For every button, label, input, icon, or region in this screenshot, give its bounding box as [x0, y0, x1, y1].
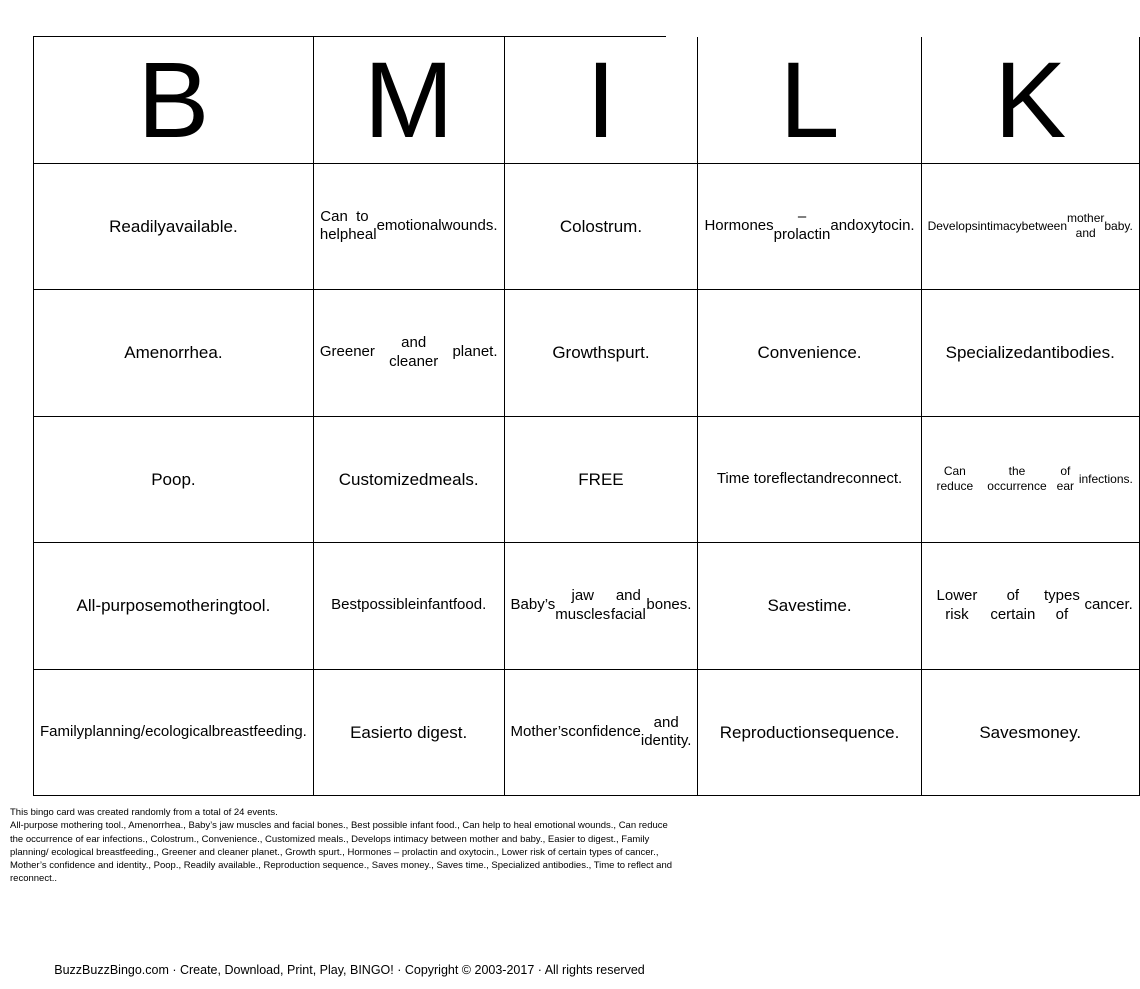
bingo-square-text-line: and: [830, 216, 856, 234]
bingo-square-text-line: Lower risk: [936, 587, 978, 623]
bingo-square[interactable]: [505, 290, 699, 417]
bingo-square[interactable]: [922, 290, 1140, 417]
bingo-square-text-line: bones.: [646, 596, 692, 614]
bingo-square-text-line: food.: [452, 596, 487, 614]
bingo-square-text-line: mother and: [1067, 211, 1105, 241]
bingo-square-text-line: between: [1021, 218, 1068, 233]
bingo-square[interactable]: [698, 290, 921, 417]
bingo-square[interactable]: [314, 670, 505, 797]
bingo-square-text-line: tool.: [238, 596, 271, 616]
bingo-square-text-line: types of: [1043, 587, 1080, 623]
bingo-square-text-line: Mother’s: [510, 722, 569, 740]
bingo-square-text-line: antibodies.: [1032, 343, 1115, 363]
bingo-square-text-line: breastfeeding.: [211, 722, 307, 740]
bingo-square-text-line: Poop.: [151, 469, 196, 489]
bingo-square-text-line: possible: [361, 596, 417, 614]
bingo-square[interactable]: [922, 670, 1140, 797]
bingo-square[interactable]: [314, 164, 505, 291]
bingo-square[interactable]: [314, 417, 505, 544]
bingo-square-text-line: emotional: [376, 216, 442, 234]
bingo-square-text-line: ecological: [145, 722, 212, 740]
bingo-square-text-line: Hormones: [704, 216, 774, 234]
bingo-square-text-line: Saves: [979, 722, 1027, 742]
bingo-square-text-line: oxytocin.: [855, 216, 915, 234]
bingo-square-text-line: the occurrence: [987, 464, 1047, 494]
bingo-square-text-line: FREE: [578, 469, 624, 489]
bingo-square-text-line: intimacy: [977, 218, 1022, 233]
bingo-square[interactable]: [698, 543, 921, 670]
bingo-card: [33, 36, 1133, 796]
bingo-square[interactable]: [34, 164, 314, 291]
bingo-square-text-line: Customized: [338, 469, 429, 489]
bingo-square-text-line: cancer.: [1084, 596, 1133, 614]
header-letter-l: L: [698, 37, 921, 164]
card-intro: This bingo card was created randomly from a total of 24 events.: [10, 807, 278, 818]
bingo-square[interactable]: [34, 417, 314, 544]
bingo-square-text-line: Saves: [767, 596, 815, 616]
bingo-square-text-line: Can reduce: [936, 464, 974, 494]
bingo-square-text-line: Easier: [350, 722, 399, 742]
bingo-square[interactable]: [922, 164, 1140, 291]
bingo-square[interactable]: [314, 543, 505, 670]
bingo-square[interactable]: [505, 164, 699, 291]
bingo-square-text-line: Specialized: [945, 343, 1033, 363]
bingo-square-text-line: wounds.: [441, 216, 498, 234]
bingo-square-text-line: to heal: [348, 207, 377, 244]
header-letter-b: B: [34, 37, 314, 164]
bingo-square-text-line: mothering: [162, 596, 239, 616]
bingo-square-text-line: Amenorrhea.: [124, 343, 223, 363]
bingo-square-text-line: infant: [416, 596, 453, 614]
event-list: All-purpose mothering tool., Amenorrhea., Baby’s jaw muscles and facial bones., Best possible infant food., Can help to heal emotional wounds., Can reduce the occurrence of ear infections., Colostrum., Convenience., Customized meals., Develops intimacy between mother and baby., Easier to digest., Family planning/ ecological breastfeeding., Greener and cleaner planet., Growth spurt., Hormones – prolactin and oxytocin., Lower risk of certain types of cancer., Mother’s confidence and identity., Poop., Readily available., Reproduction sequence., Saves money., Saves time., Specialized antibodies., Time to reflect and reconnect..: [10, 820, 673, 885]
bingo-square-text-line: Family: [40, 722, 85, 740]
site-credit: BuzzBuzzBingo.com · Create, Download, Print, Play, BINGO! · Copyright © 2003-2017 · All rights reserved: [54, 963, 645, 977]
bingo-square[interactable]: [34, 290, 314, 417]
bingo-square-text-line: Readily: [109, 216, 166, 236]
card-description: [10, 806, 682, 886]
bingo-square-text-line: Reproduction: [719, 722, 821, 742]
bingo-square[interactable]: [505, 670, 699, 797]
bingo-square[interactable]: [922, 417, 1140, 544]
bingo-square[interactable]: [505, 543, 699, 670]
bingo-square-text-line: and: [807, 469, 833, 487]
bingo-square[interactable]: [698, 417, 921, 544]
bingo-square-text-line: baby.: [1104, 218, 1133, 233]
bingo-square-text-line: and facial: [610, 587, 646, 623]
bingo-square-text-line: infections.: [1078, 471, 1133, 486]
bingo-square-text-line: of certain: [990, 587, 1036, 623]
bingo-square[interactable]: [34, 670, 314, 797]
bingo-square-text-line: Baby’s: [510, 596, 556, 614]
bingo-square[interactable]: [34, 543, 314, 670]
bingo-square-text-line: – prolactin: [773, 207, 831, 244]
bingo-square-text-line: of ear: [1056, 464, 1074, 494]
free-space-cell[interactable]: [505, 417, 699, 544]
bingo-square[interactable]: [922, 543, 1140, 670]
bingo-square-text-line: spurt.: [607, 343, 650, 363]
bingo-square-text-line: Can help: [319, 207, 349, 244]
bingo-square-text-line: Growth: [552, 343, 608, 363]
bingo-square-text-line: time.: [814, 596, 852, 616]
bingo-square[interactable]: [698, 670, 921, 797]
bingo-square-text-line: Convenience.: [757, 343, 862, 363]
bingo-square-text-line: Colostrum.: [559, 216, 643, 236]
bingo-square[interactable]: [698, 164, 921, 291]
bingo-square-text-line: Greener: [319, 343, 375, 361]
bingo-square-text-line: All-purpose: [76, 596, 163, 616]
bingo-square[interactable]: [314, 290, 505, 417]
bingo-square-text-line: planet.: [452, 343, 498, 361]
bingo-square-text-line: money.: [1026, 722, 1082, 742]
header-letter-k: K: [922, 37, 1140, 164]
bingo-square-text-line: planning/: [84, 722, 146, 740]
bingo-square-text-line: Time to: [716, 469, 767, 487]
bingo-square-text-line: Develops: [927, 218, 978, 233]
bingo-square-text-line: available.: [165, 216, 238, 236]
bingo-square-text-line: sequence.: [820, 722, 900, 742]
bingo-square-text-line: reconnect.: [832, 469, 903, 487]
bingo-square-text-line: and cleaner: [389, 334, 439, 370]
bingo-square-text-line: reflect: [766, 469, 808, 487]
header-letter-i: I: [505, 37, 699, 164]
bingo-square-text-line: jaw muscles: [555, 587, 611, 623]
header-letter-m: M: [314, 37, 505, 164]
bingo-square-text-line: meals.: [428, 469, 479, 489]
bingo-square-text-line: Best: [331, 596, 362, 614]
bingo-square-text-line: confidence: [568, 722, 641, 740]
bingo-square-text-line: and identity.: [640, 713, 692, 750]
bingo-square-text-line: to digest.: [398, 722, 468, 742]
